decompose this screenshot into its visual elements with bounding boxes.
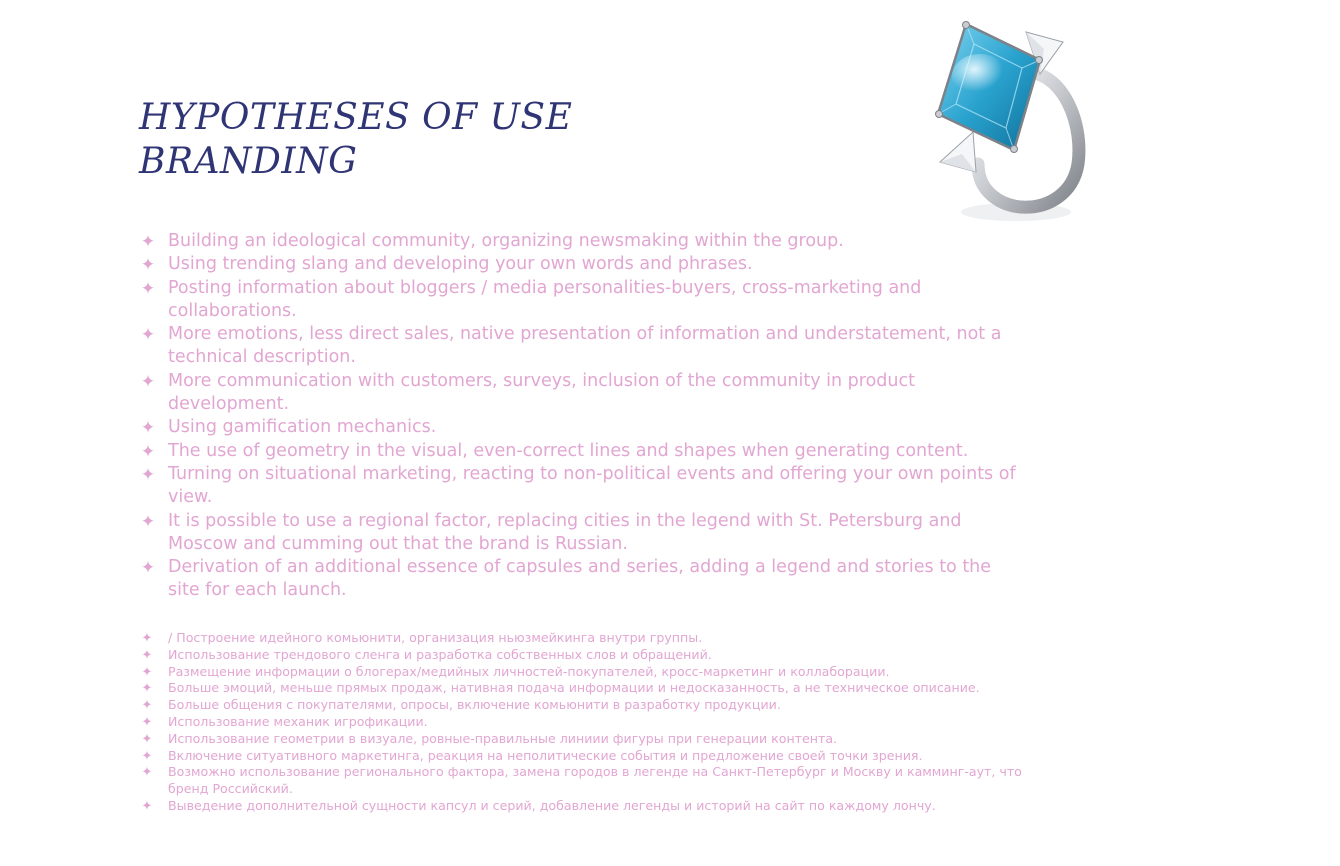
- list-item-text: Размещение информации о блогерах/медийных личностей-покупателей, кросс-маркетинг и коллаборации.: [168, 663, 890, 679]
- russian-hypotheses-list: [139, 630, 1059, 815]
- list-item: [139, 764, 1059, 798]
- list-item: [139, 230, 1019, 253]
- list-item: [139, 647, 1059, 664]
- list-item: [139, 440, 1019, 463]
- list-item: [139, 680, 1059, 697]
- list-item: [139, 556, 1019, 603]
- page-title: [139, 96, 572, 184]
- list-item: [139, 416, 1019, 439]
- list-item: [139, 798, 1059, 815]
- list-item-text: Derivation of an additional essence of capsules and series, adding a legend and stories to the site for each launch.: [168, 557, 992, 601]
- four-point-star-icon: ✦: [140, 418, 156, 439]
- four-point-star-icon: ✦: [141, 631, 153, 646]
- four-point-star-icon: ✦: [140, 371, 156, 392]
- list-item: [139, 510, 1019, 557]
- list-item-text: Using trending slang and developing your own words and phrases.: [168, 254, 753, 275]
- four-point-star-icon: ✦: [141, 731, 153, 747]
- four-point-star-icon: ✦: [141, 681, 153, 697]
- four-point-star-icon: ✦: [141, 765, 153, 781]
- list-item-text: Posting information about bloggers / media personalities-buyers, cross-marketing and collaborations.: [168, 277, 922, 321]
- list-item: [139, 277, 1019, 324]
- list-item-text: The use of geometry in the visual, even-correct lines and shapes when generating content.: [168, 440, 969, 461]
- four-point-star-icon: ✦: [140, 464, 156, 485]
- list-item: [139, 463, 1019, 510]
- list-item-text: More communication with customers, surveys, inclusion of the community in product development.: [168, 370, 915, 415]
- page-title-line-1: HYPOTHESES OF USE: [139, 97, 573, 138]
- list-item: [139, 748, 1059, 765]
- four-point-star-icon: ✦: [140, 232, 156, 252]
- list-item-text: More emotions, less direct sales, native presentation of information and understatement, not a technical description.: [168, 324, 1002, 368]
- four-point-star-icon: ✦: [141, 798, 153, 814]
- four-point-star-icon: ✦: [141, 664, 153, 680]
- list-item-text: Использование геометрии в визуале, ровные-правильные линиии фигуры при генерации контента.: [168, 730, 838, 746]
- list-item: [139, 323, 1019, 370]
- list-item: [139, 630, 1059, 647]
- four-point-star-icon: ✦: [140, 558, 156, 579]
- list-item: [139, 714, 1059, 731]
- list-item-text: Больше эмоций, меньше прямых продаж, нативная подача информации и недосказанность, а не техническое описание.: [168, 680, 980, 696]
- four-point-star-icon: ✦: [140, 441, 156, 462]
- list-item: [139, 253, 1019, 276]
- four-point-star-icon: ✦: [140, 511, 156, 532]
- ring-with-blue-gem-illustration: [918, 14, 1088, 229]
- list-item-text: Использование механик игрофикации.: [168, 713, 428, 729]
- list-item-text: Building an ideological community, organizing newsmaking within the group.: [168, 231, 844, 251]
- four-point-star-icon: ✦: [141, 714, 153, 730]
- four-point-star-icon: ✦: [140, 255, 156, 276]
- list-item-text: Больше общения с покупателями, опросы, включение комьюнити в разработку продукции.: [168, 697, 781, 713]
- list-item-text: Выведение дополнительной сущности капсул и серий, добавление легенды и историй на сайт по каждому лончу.: [168, 797, 936, 813]
- page-title-line-2: BRANDING: [139, 141, 358, 182]
- four-point-star-icon: ✦: [141, 647, 153, 663]
- list-item-text: Using gamification mechanics.: [168, 417, 437, 438]
- list-item-text: / Построение идейного комьюнити, организация ньюзмейкинга внутри группы.: [168, 630, 703, 645]
- list-item-text: It is possible to use a regional factor, replacing cities in the legend with St. Petersburg and Moscow and cumming out that the brand is Russian.: [168, 510, 962, 554]
- list-item-text: Возможно использование регионального фактора, замена городов в легенде на Санкт-Петербург и Москву и камминг-аут, что бренд Российский.: [168, 764, 1022, 797]
- list-item: [139, 697, 1059, 714]
- list-item-text: Turning on situational marketing, reacting to non-political events and offering your own points of view.: [168, 463, 1016, 508]
- list-item: [139, 664, 1059, 681]
- four-point-star-icon: ✦: [140, 325, 156, 346]
- list-item: [139, 370, 1019, 417]
- list-item-text: Использование трендового сленга и разработка собственных слов и обращений.: [168, 646, 712, 662]
- four-point-star-icon: ✦: [140, 278, 156, 299]
- four-point-star-icon: ✦: [141, 748, 153, 764]
- list-item-text: Включение ситуативного маркетинга, реакция на неполитические события и предложение своей точки зрения.: [168, 747, 923, 763]
- four-point-star-icon: ✦: [141, 698, 153, 714]
- english-hypotheses-list: [139, 230, 1019, 603]
- list-item: [139, 731, 1059, 748]
